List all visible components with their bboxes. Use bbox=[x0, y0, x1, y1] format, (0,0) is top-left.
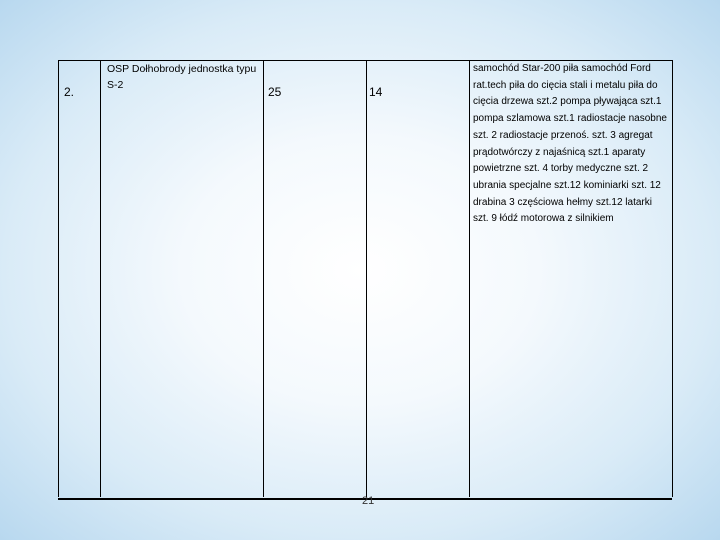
column-3-value: 25 bbox=[268, 85, 282, 99]
column-4-value: 14 bbox=[369, 85, 383, 99]
row-number: 2. bbox=[64, 85, 75, 99]
equipment-list-cell: samochód Star-200 piła samochód Ford rat.tech piła do cięcia stali i metalu piła do cięcia drzewa szt.2 pompa pływająca szt.1 pompa szlamowa szt.1 radiostacje nasobne szt. 2 radiostacje przenoś. szt. 3 agregat prądotwórczy z najaśnicą szt.1 aparaty powietrzne szt. 4 torby medyczne szt. 2 ubrania specjalne szt.12 kominiarki szt. 12 drabina 3 częściowa hełmy szt.12 latarki szt. 9 łódź motorowa z silnikiem bbox=[473, 63, 667, 225]
page-number: 21 bbox=[362, 495, 375, 507]
table-divider-4 bbox=[469, 60, 470, 497]
table-border-left bbox=[58, 60, 59, 497]
table-border-right bbox=[672, 60, 673, 497]
table-divider-2 bbox=[263, 60, 264, 497]
unit-name-cell: OSP Dołhobrody jednostka typu S-2 bbox=[107, 63, 257, 91]
table-divider-1 bbox=[100, 60, 101, 497]
table-divider-3 bbox=[366, 60, 367, 497]
